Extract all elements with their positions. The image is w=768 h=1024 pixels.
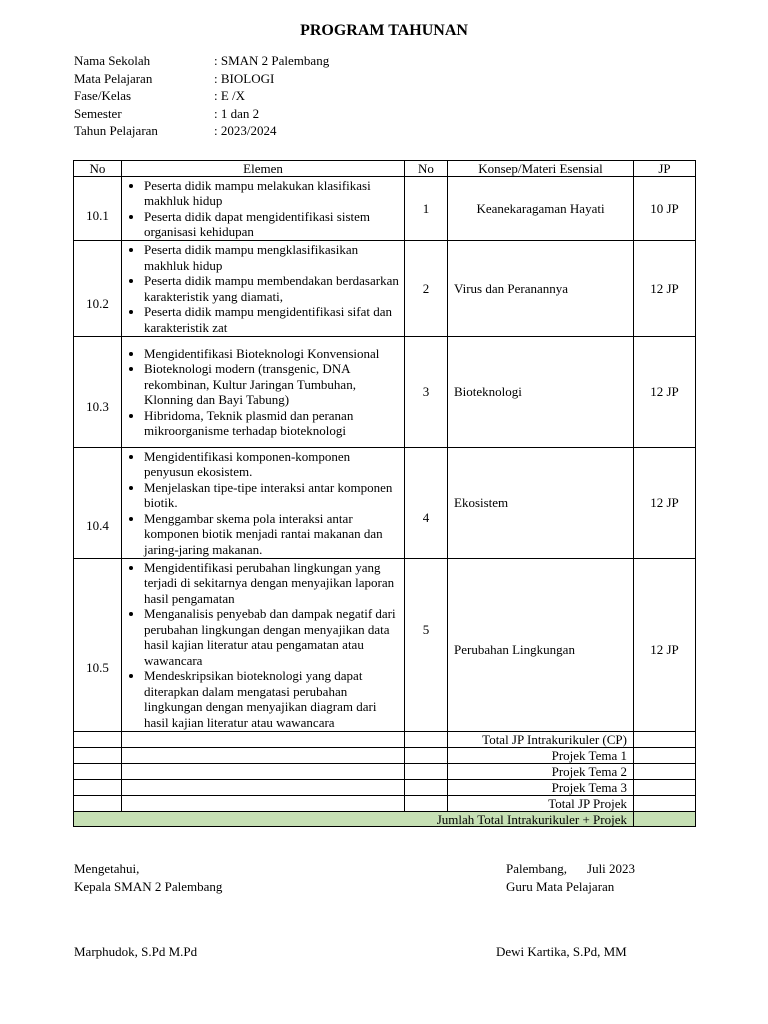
empty-cell <box>74 764 122 780</box>
empty-cell <box>405 796 448 812</box>
empty-cell <box>122 780 405 796</box>
header-elemen: Elemen <box>122 161 405 177</box>
jp-cell: 12 JP <box>634 241 696 337</box>
konsep-cell: Virus dan Peranannya <box>448 241 634 337</box>
signature-right <box>506 860 635 896</box>
konsep-cell: Bioteknologi <box>448 337 634 448</box>
info-row <box>74 87 329 105</box>
program-table <box>73 160 696 827</box>
empty-cell <box>405 780 448 796</box>
summary-row <box>74 748 696 764</box>
row-number <box>74 337 122 448</box>
list-item: • Menggambar skema pola interaksi antar komponen biotik menjadi rantai makanan dan jaring-jaring makanan. <box>144 511 400 558</box>
info-label: Tahun Pelajaran <box>74 123 158 138</box>
konsep-cell: Keanekaragaman Hayati <box>448 177 634 241</box>
empty-cell <box>74 796 122 812</box>
jp-text: 12 JP <box>650 642 679 657</box>
konsep-cell: Ekosistem <box>448 448 634 559</box>
principal-title: Kepala SMAN 2 Palembang <box>74 879 223 894</box>
summary-value <box>634 796 696 812</box>
info-row <box>74 122 329 140</box>
jp-cell: 10 JP <box>634 177 696 241</box>
summary-value <box>634 732 696 748</box>
summary-label: Projek Tema 1 <box>448 748 634 764</box>
konsep-text: Perubahan Lingkungan <box>454 642 575 657</box>
empty-cell <box>122 748 405 764</box>
materi-number: 3 <box>405 337 448 448</box>
info-label: Semester <box>74 105 122 121</box>
materi-number: 1 <box>405 177 448 241</box>
materi-number-text: 4 <box>422 510 430 525</box>
teacher-title: Guru Mata Pelajaran <box>506 879 615 894</box>
list-item: • Mendeskripsikan bioteknologi yang dapat diterapkan dalam mengatasi perubahan lingkungan dengan menyajikan diagram dari hasil kajian literatur atau wawancara <box>144 668 400 730</box>
empty-cell <box>405 732 448 748</box>
empty-cell <box>122 732 405 748</box>
summary-label: Total JP Intrakurikuler (CP) <box>448 732 634 748</box>
info-row <box>74 105 329 123</box>
row-number <box>74 448 122 559</box>
summary-label: Projek Tema 3 <box>448 780 634 796</box>
list-item: • Mengidentifikasi komponen-komponen penyusun ekosistem. <box>144 449 400 480</box>
grand-total-row <box>74 812 696 827</box>
summary-label: Projek Tema 2 <box>448 764 634 780</box>
empty-cell <box>122 764 405 780</box>
summary-label: Total JP Projek <box>448 796 634 812</box>
row-number <box>74 241 122 337</box>
row-number-text: 10.5 <box>86 660 109 675</box>
table-row <box>74 177 696 241</box>
list-item: • Menganalisis penyebab dan dampak negatif dari perubahan lingkungan dengan menyajikan data hasil kajian literatur atau pengamatan atau wawancara <box>144 606 400 668</box>
list-item: • Bioteknologi modern (transgenic, DNA rekombinan, Kultur Jaringan Tumbuhan, Klonning dan Bayi Tabung) <box>144 361 400 408</box>
list-item: • Peserta didik dapat mengidentifikasi sistem organisasi kehidupan <box>144 209 400 240</box>
info-value: : E /X <box>214 88 246 103</box>
materi-number-text: 5 <box>422 622 430 637</box>
row-number-text: 10.2 <box>86 295 109 311</box>
jp-cell: 12 JP <box>634 337 696 448</box>
table-row <box>74 559 696 732</box>
elemen-list <box>122 178 404 240</box>
materi-number <box>405 559 448 732</box>
elemen-cell <box>122 448 405 559</box>
page-title: PROGRAM TAHUNAN <box>300 22 468 39</box>
info-block <box>74 52 329 140</box>
summary-value <box>634 748 696 764</box>
grand-total-label: Jumlah Total Intrakurikuler + Projek <box>74 812 634 827</box>
place-date <box>506 860 635 878</box>
empty-cell <box>405 764 448 780</box>
elemen-list <box>122 449 404 558</box>
materi-number <box>405 448 448 559</box>
place-text: Palembang, <box>506 861 568 876</box>
jp-cell <box>634 559 696 732</box>
empty-cell <box>74 732 122 748</box>
header-no-materi: No <box>405 161 448 177</box>
row-number <box>74 177 122 241</box>
signature-left <box>74 860 222 896</box>
info-value: : 1 dan 2 <box>214 105 260 121</box>
list-item: • Peserta didik mampu mengidentifikasi sifat dan karakteristik zat <box>144 304 400 335</box>
info-value: : 2023/2024 <box>214 123 277 138</box>
list-item: • Menjelaskan tipe-tipe interaksi antar komponen biotik. <box>144 480 400 511</box>
date-text: Juli 2023 <box>587 861 636 876</box>
elemen-list <box>122 242 404 335</box>
konsep-cell <box>448 559 634 732</box>
list-item: • Peserta didik mampu mengklasifikasikan makhluk hidup <box>144 242 400 273</box>
info-label: Nama Sekolah <box>74 53 151 68</box>
table-row <box>74 337 696 448</box>
grand-total-value <box>634 812 696 827</box>
summary-row <box>74 780 696 796</box>
table-header-row <box>74 161 696 177</box>
header-no: No <box>74 161 122 177</box>
info-value: : BIOLOGI <box>214 70 275 86</box>
empty-cell <box>405 748 448 764</box>
row-number <box>74 559 122 732</box>
elemen-cell <box>122 559 405 732</box>
header-konsep: Konsep/Materi Esensial <box>448 161 634 177</box>
acknowledgement-text: Mengetahui, <box>74 861 140 876</box>
summary-value <box>634 764 696 780</box>
empty-cell <box>122 796 405 812</box>
row-number-text: 10.3 <box>86 399 109 414</box>
list-item: • Mengidentifikasi Bioteknologi Konvensional <box>144 346 400 362</box>
info-value: : SMAN 2 Palembang <box>214 53 330 68</box>
list-item: • Mengidentifikasi perubahan lingkungan yang terjadi di sekitarnya dengan menyajikan laporan hasil pengamatan <box>144 560 400 607</box>
header-jp: JP <box>634 161 696 177</box>
summary-row <box>74 732 696 748</box>
info-label: Fase/Kelas <box>74 88 132 103</box>
summary-row <box>74 796 696 812</box>
materi-number: 2 <box>405 241 448 337</box>
table-row <box>74 241 696 337</box>
info-row <box>74 52 329 70</box>
elemen-cell <box>122 337 405 448</box>
summary-value <box>634 780 696 796</box>
empty-cell <box>74 748 122 764</box>
summary-row <box>74 764 696 780</box>
list-item: • Peserta didik mampu membendakan berdasarkan karakteristik yang diamati, <box>144 273 400 304</box>
teacher-name: Dewi Kartika, S.Pd, MM <box>496 944 627 959</box>
info-row <box>74 70 329 88</box>
list-item: • Peserta didik mampu melakukan klasifikasi makhluk hidup <box>144 178 400 209</box>
elemen-list <box>122 346 404 439</box>
info-label: Mata Pelajaran <box>74 70 153 86</box>
list-item: • Hibridoma, Teknik plasmid dan peranan mikroorganisme terhadap bioteknologi <box>144 408 400 439</box>
table-row <box>74 448 696 559</box>
empty-cell <box>74 780 122 796</box>
elemen-list <box>122 560 404 731</box>
row-number-text: 10.1 <box>86 207 109 223</box>
row-number-text: 10.4 <box>86 518 109 533</box>
jp-cell: 12 JP <box>634 448 696 559</box>
elemen-cell <box>122 241 405 337</box>
principal-name: Marphudok, S.Pd M.Pd <box>74 944 198 959</box>
elemen-cell <box>122 177 405 241</box>
